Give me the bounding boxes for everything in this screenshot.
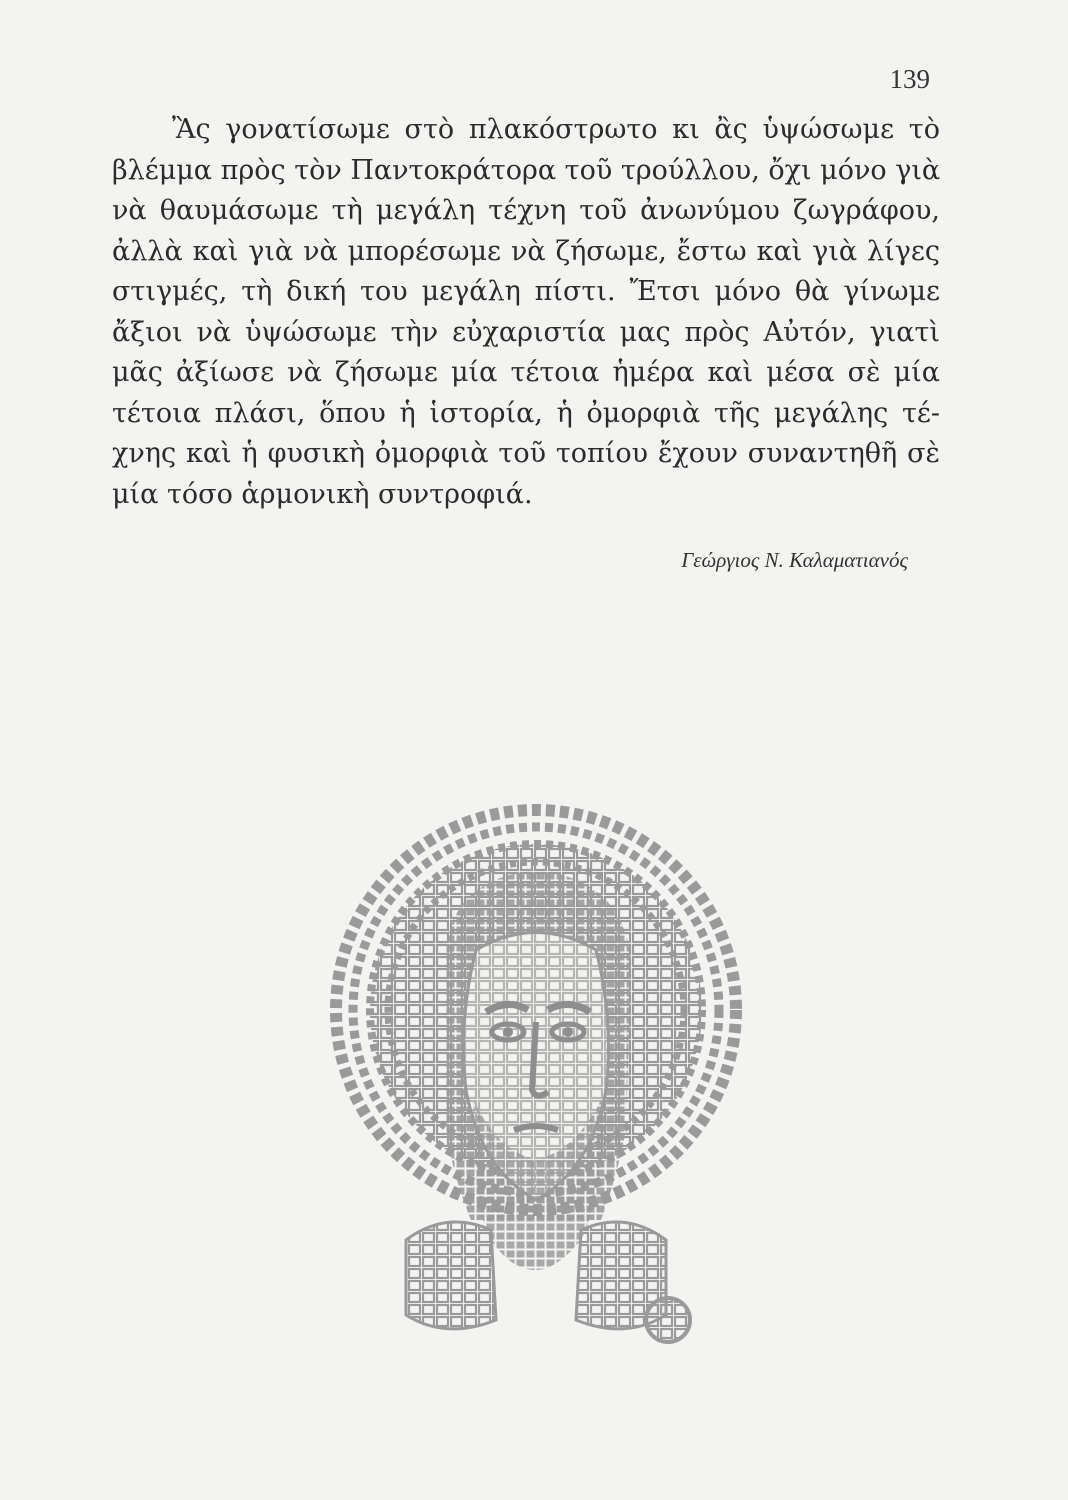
paragraph-line: βλέμμα πρὸς τὸν Παντοκράτορα τοῦ τρούλλου, ὄχι μόνο γιὰ xyxy=(112,154,941,186)
paragraph-line: μᾶς ἀξίωσε νὰ ζήσωμε μία τέτοια ἡμέρα καὶ μέσα σὲ μία xyxy=(112,357,940,388)
page-number: 139 xyxy=(889,64,930,94)
paragraph-line: τέτοια πλάσι, ὅπου ἡ ἱστορία, ἡ ὀμορφιὰ τῆς μεγάλης τέ- xyxy=(112,397,940,429)
paragraph-line: Ἂς γονατίσωμε στὸ πλακόστρωτο κι ἂς ὑψώσωμε τὸ xyxy=(172,114,940,145)
paragraph-line: στιγμές, τὴ δική του μεγάλη πίστι. Ἔτσι μόνο θὰ γίνωμε xyxy=(112,276,940,307)
paragraph-line: χνης καὶ ἡ φυσικὴ ὀμορφιὰ τοῦ τοπίου ἔχουν συναντηθῆ σὲ xyxy=(112,438,940,469)
paragraph-line: μία τόσο ἁρμονικὴ συντροφιά. xyxy=(112,478,533,510)
paragraph-line: νὰ θαυμάσωμε τὴ μεγάλη τέχνη τοῦ ἀνωνύμου ζωγράφου, xyxy=(112,195,940,226)
paragraph xyxy=(112,110,940,515)
author-signature: Γεώργιος Ν. Καλαματιανός xyxy=(681,548,908,572)
paragraph-line: ἄξιοι νὰ ὑψώσωμε τὴν εὐχαριστία μας πρὸς Αὐτόν, γιατὶ xyxy=(112,316,940,348)
mosaic-pantocrator-head-icon xyxy=(296,800,776,1360)
paragraph-line: ἀλλὰ καὶ γιὰ νὰ μπορέσωμε νὰ ζήσωμε, ἔστω καὶ γιὰ λίγες xyxy=(112,235,940,267)
